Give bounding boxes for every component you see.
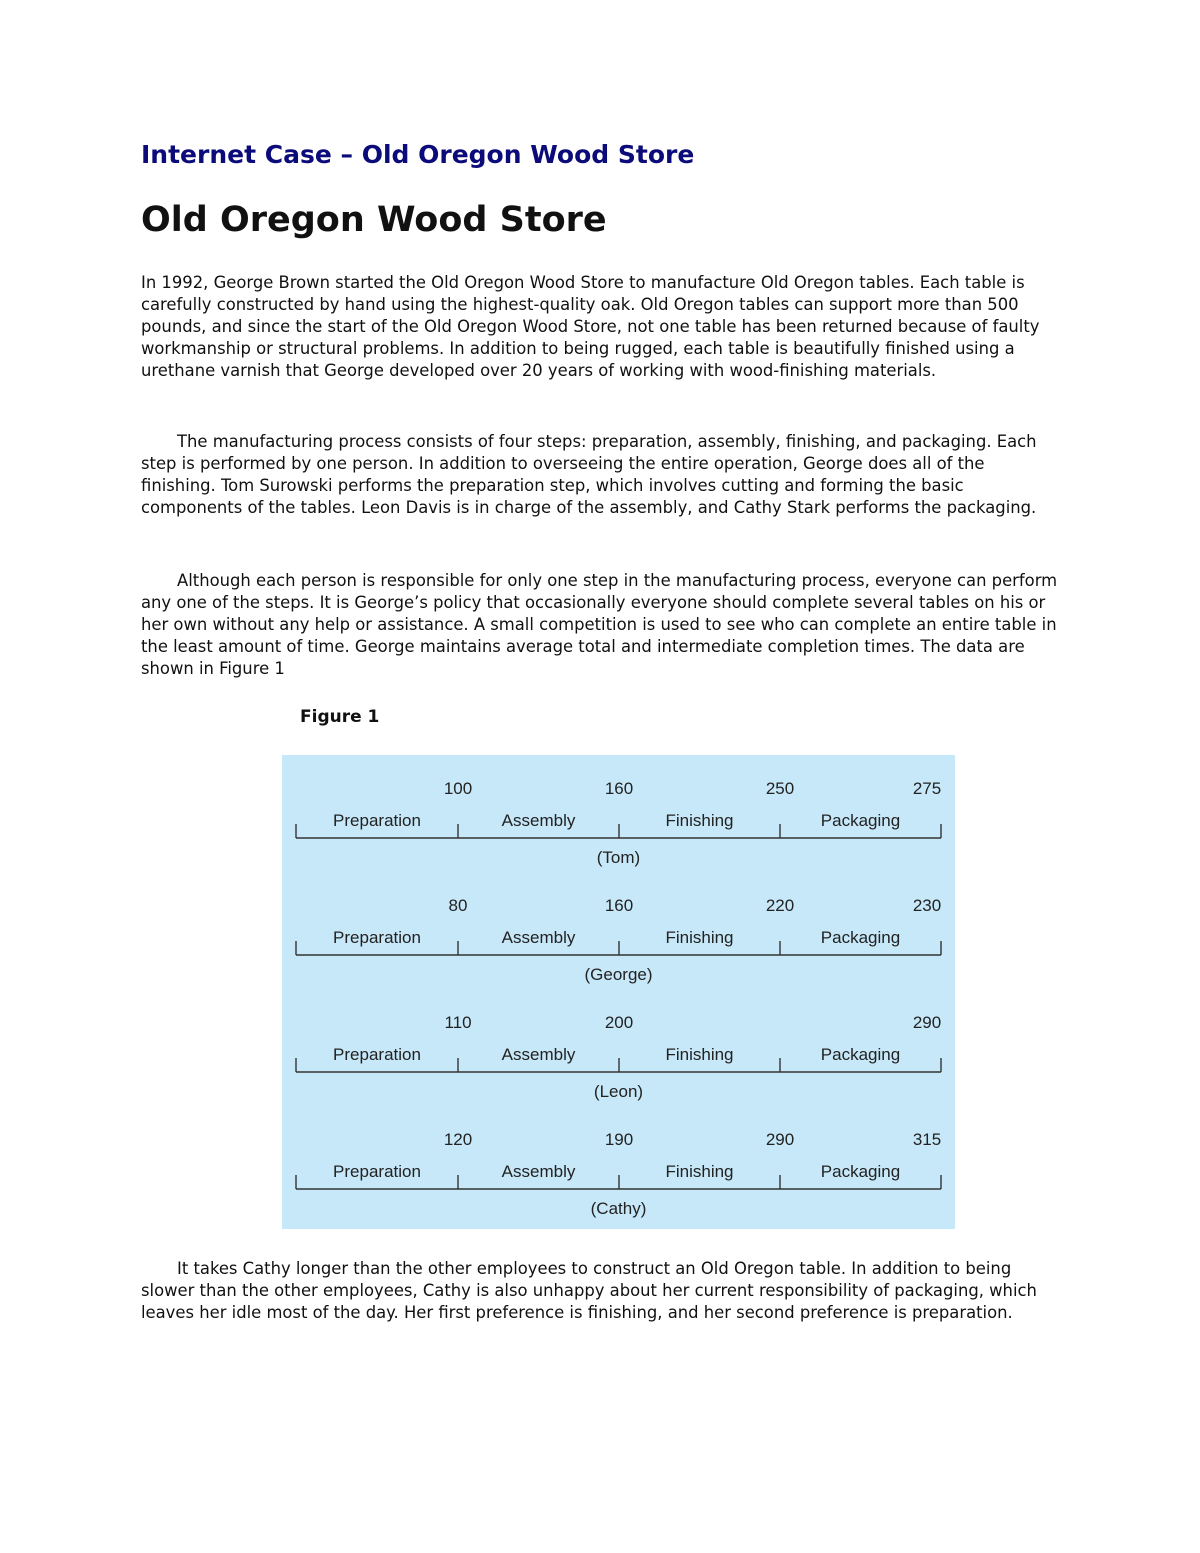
step-label: Preparation	[333, 1045, 421, 1064]
step-label: Finishing	[665, 811, 734, 830]
time-label: 110	[444, 1013, 472, 1032]
step-label: Packaging	[820, 1045, 901, 1064]
person-label: (Tom)	[596, 848, 641, 867]
time-label: 220	[765, 896, 795, 915]
step-label: Assembly	[501, 1162, 576, 1181]
time-label: 160	[604, 896, 634, 915]
figure-1-svg	[282, 755, 955, 1229]
time-label: 275	[912, 779, 942, 798]
paragraph-cathy: It takes Cathy longer than the other employees to construct an Old Oregon table. In addition to being slower than the other employees, Cathy is also unhappy about her current responsibility of packaging, which leaves her idle most of the day. Her first preference is finishing, and her second preference is preparation.	[141, 1259, 1037, 1322]
time-label: 290	[765, 1130, 795, 1149]
step-label: Finishing	[665, 1045, 734, 1064]
time-label: 160	[604, 779, 634, 798]
time-label: 190	[604, 1130, 634, 1149]
paragraph-process: The manufacturing process consists of four steps: preparation, assembly, finishing, and packaging. Each step is performed by one person. In addition to overseeing the entire operation, George does all of the finishing. Tom Surowski performs the preparation step, which involves cutting and forming the basic components of the tables. Leon Davis is in charge of the assembly, and Cathy Stark performs the packaging.	[141, 432, 1037, 517]
paragraph-competition: Although each person is responsible for only one step in the manufacturing process, everyone can perform any one of the steps. It is George’s policy that occasionally everyone should complete several tables on his or her own without any help or assistance. A small competition is used to see who can complete an entire table in the least amount of time. George maintains average total and intermediate completion times. The data are shown in Figure 1	[141, 571, 1058, 678]
step-label: Assembly	[501, 928, 576, 947]
person-label: (Cathy)	[590, 1199, 647, 1218]
step-label: Preparation	[333, 811, 421, 830]
main-title: Old Oregon Wood Store	[141, 200, 607, 240]
step-label: Preparation	[333, 1162, 421, 1181]
step-label: Packaging	[820, 1162, 901, 1181]
time-label: 100	[443, 779, 473, 798]
step-label: Assembly	[501, 1045, 576, 1064]
step-label: Finishing	[665, 1162, 734, 1181]
paragraph-intro: In 1992, George Brown started the Old Oregon Wood Store to manufacture Old Oregon tables. Each table is carefully constructed by hand using the highest-quality oak. Old Oregon tables can support more than 500 pounds, and since the start of the Old Oregon Wood Store, not one table has been returned because of faulty workmanship or structural problems. In addition to being rugged, each table is beautifully finished using a urethane varnish that George developed over 20 years of working with wood-finishing materials.	[141, 273, 1040, 380]
time-label: 290	[912, 1013, 942, 1032]
step-label: Preparation	[333, 928, 421, 947]
time-label: 120	[443, 1130, 473, 1149]
step-label: Assembly	[501, 811, 576, 830]
person-label: (Leon)	[593, 1082, 644, 1101]
time-label: 230	[912, 896, 942, 915]
step-label: Packaging	[820, 811, 901, 830]
time-label: 315	[912, 1130, 942, 1149]
time-label: 80	[448, 896, 468, 915]
step-label: Finishing	[665, 928, 734, 947]
figure-label: Figure 1	[300, 707, 380, 727]
case-title: Internet Case – Old Oregon Wood Store	[141, 140, 695, 169]
figure-1-timeline	[282, 755, 955, 1229]
step-label: Packaging	[820, 928, 901, 947]
person-label: (George)	[584, 965, 653, 984]
time-label: 200	[604, 1013, 634, 1032]
time-label: 250	[765, 779, 795, 798]
